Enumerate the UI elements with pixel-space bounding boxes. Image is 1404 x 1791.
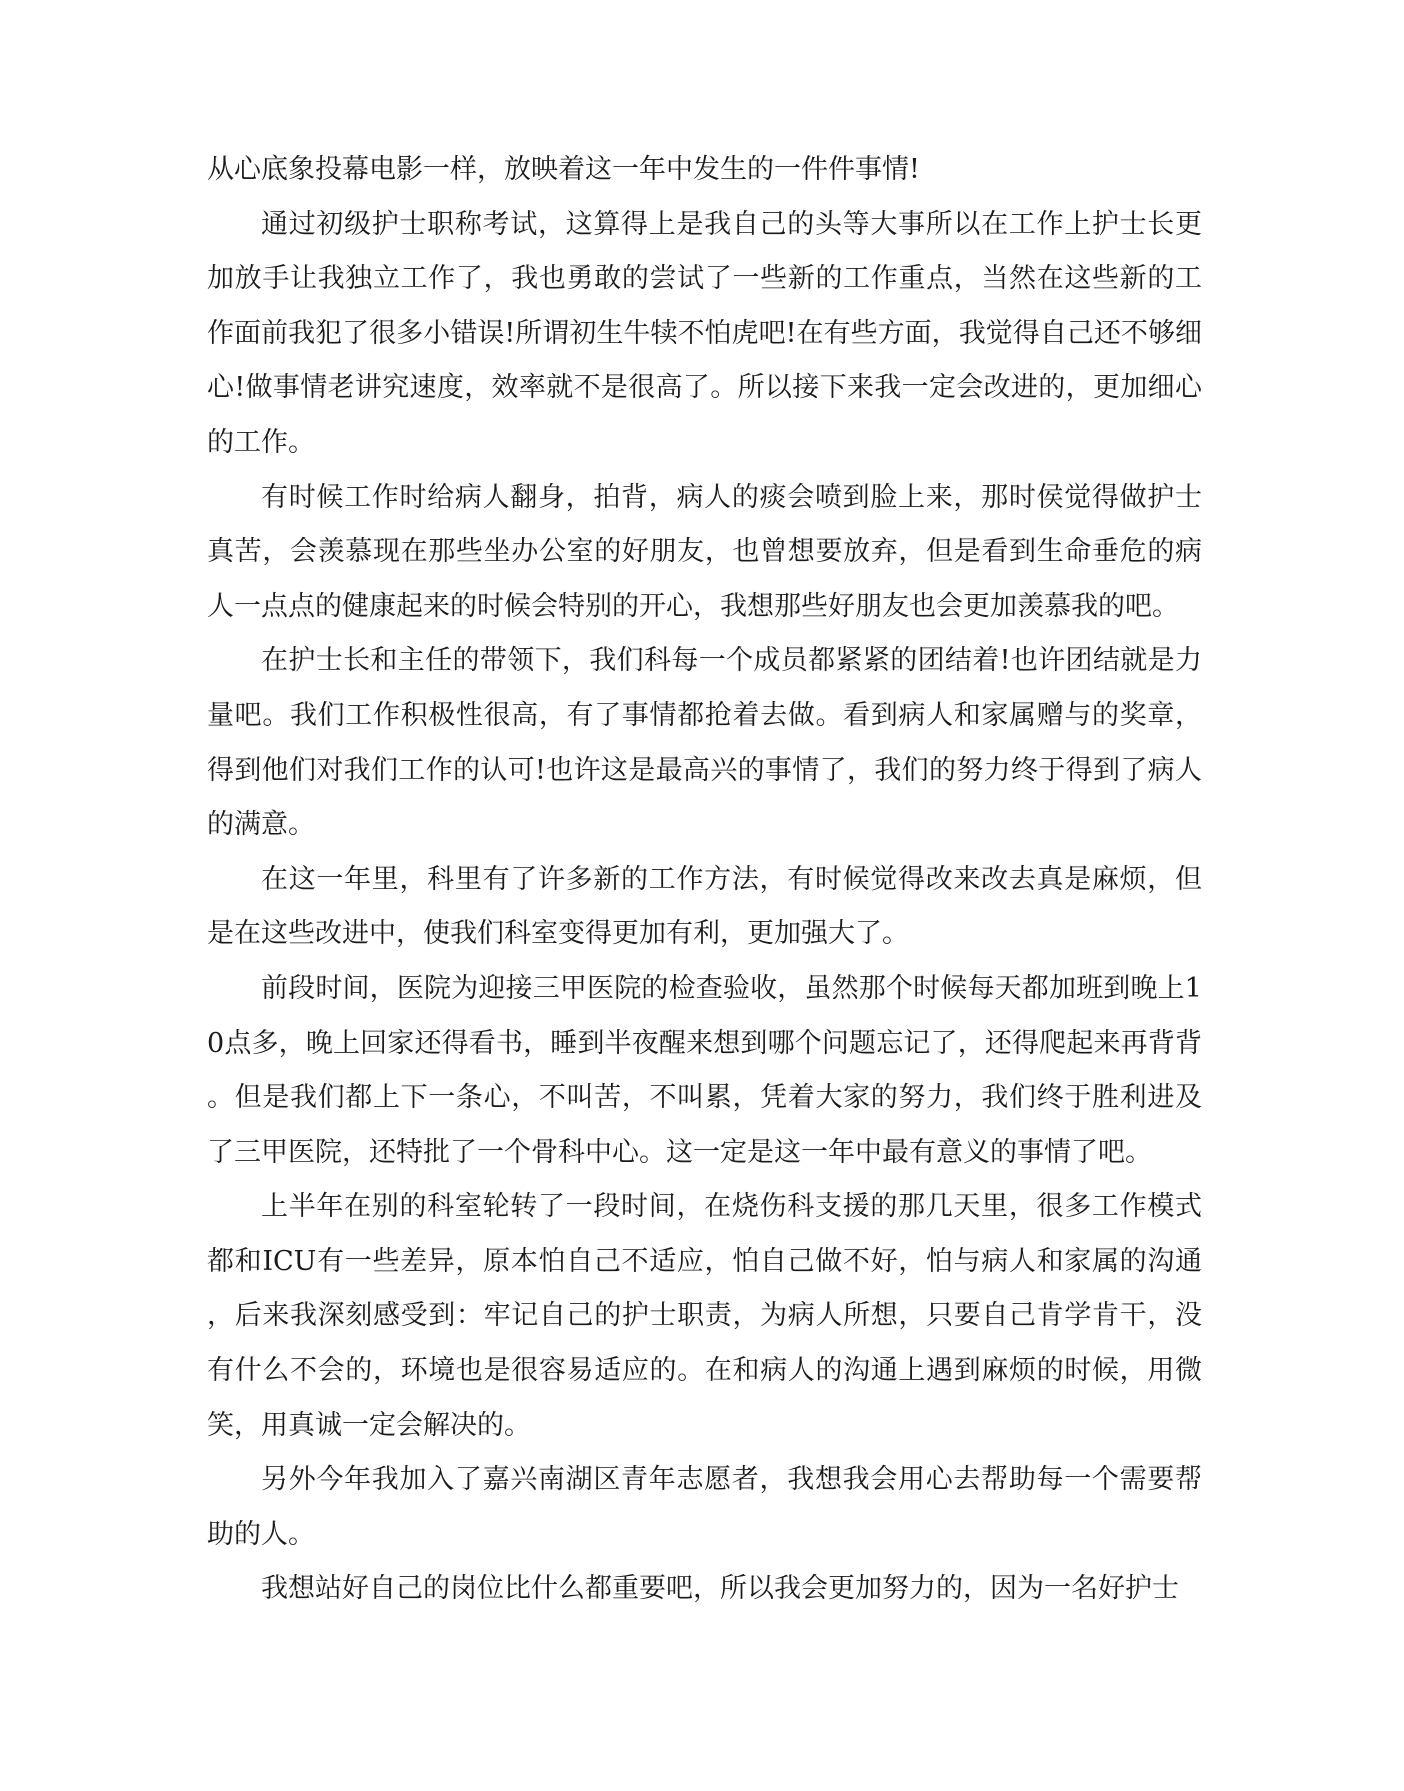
paragraph-2: 通过初级护士职称考试，这算得上是我自己的头等大事所以在工作上护士长更加放手让我独立工作了，我也勇敢的尝试了一些新的工作重点，当然在这些新的工作面前我犯了很多小错误!所谓初生牛犊不怕虎吧!在有些方面，我觉得自己还不够细心!做事情老讲究速度，效率就不是很高了。所以接下来我一定会改进的，更加细心的工作。 [207, 208, 1202, 458]
paragraph-4: 在护士长和主任的带领下，我们科每一个成员都紧紧的团结着!也许团结就是力量吧。我们工作积极性很高，有了事情都抢着去做。看到病人和家属赠与的奖章，得到他们对我们工作的认可!也许这是最高兴的事情了，我们的努力终于得到了病人的满意。 [207, 645, 1202, 841]
paragraph-5: 在这一年里，科里有了许多新的工作方法，有时候觉得改来改去真是麻烦，但是在这些改进中，使我们科室变得更加有利，更加强大了。 [207, 863, 1202, 950]
paragraph-7: 上半年在别的科室轮转了一段时间，在烧伤科支援的那几天里，很多工作模式都和ICU有一些差异，原本怕自己不适应，怕自己做不好，怕与病人和家属的沟通，后来我深刻感受到：牢记自己的护士职责，为病人所想，只要自己肯学肯干，没有什么不会的，环境也是很容易适应的。在和病人的沟通上遇到麻烦的时候，用微笑，用真诚一定会解决的。 [207, 1191, 1202, 1441]
paragraph-3: 有时候工作时给病人翻身，拍背，病人的痰会喷到脸上来，那时侯觉得做护士真苦，会羡慕现在那些坐办公室的好朋友，也曾想要放弃，但是看到生命垂危的病人一点点的健康起来的时候会特别的开心，我想那些好朋友也会更加羡慕我的吧。 [207, 481, 1202, 622]
paragraph-6: 前段时间，医院为迎接三甲医院的检查验收，虽然那个时候每天都加班到晚上10点多，晚上回家还得看书，睡到半夜醒来想到哪个问题忘记了，还得爬起来再背背。但是我们都上下一条心，不叫苦，不叫累，凭着大家的努力，我们终于胜利进及了三甲医院，还特批了一个骨科中心。这一定是这一年中最有意义的事情了吧。 [207, 972, 1202, 1168]
paragraph-1: 从心底象投幕电影一样，放映着这一年中发生的一件件事情! [207, 154, 920, 185]
document-body [207, 143, 1202, 1617]
paragraph-8: 另外今年我加入了嘉兴南湖区青年志愿者，我想我会用心去帮助每一个需要帮助的人。 [207, 1464, 1202, 1550]
paragraph-9: 我想站好自己的岗位比什么都重要吧，所以我会更加努力的，因为一名好护士 [261, 1573, 1179, 1605]
